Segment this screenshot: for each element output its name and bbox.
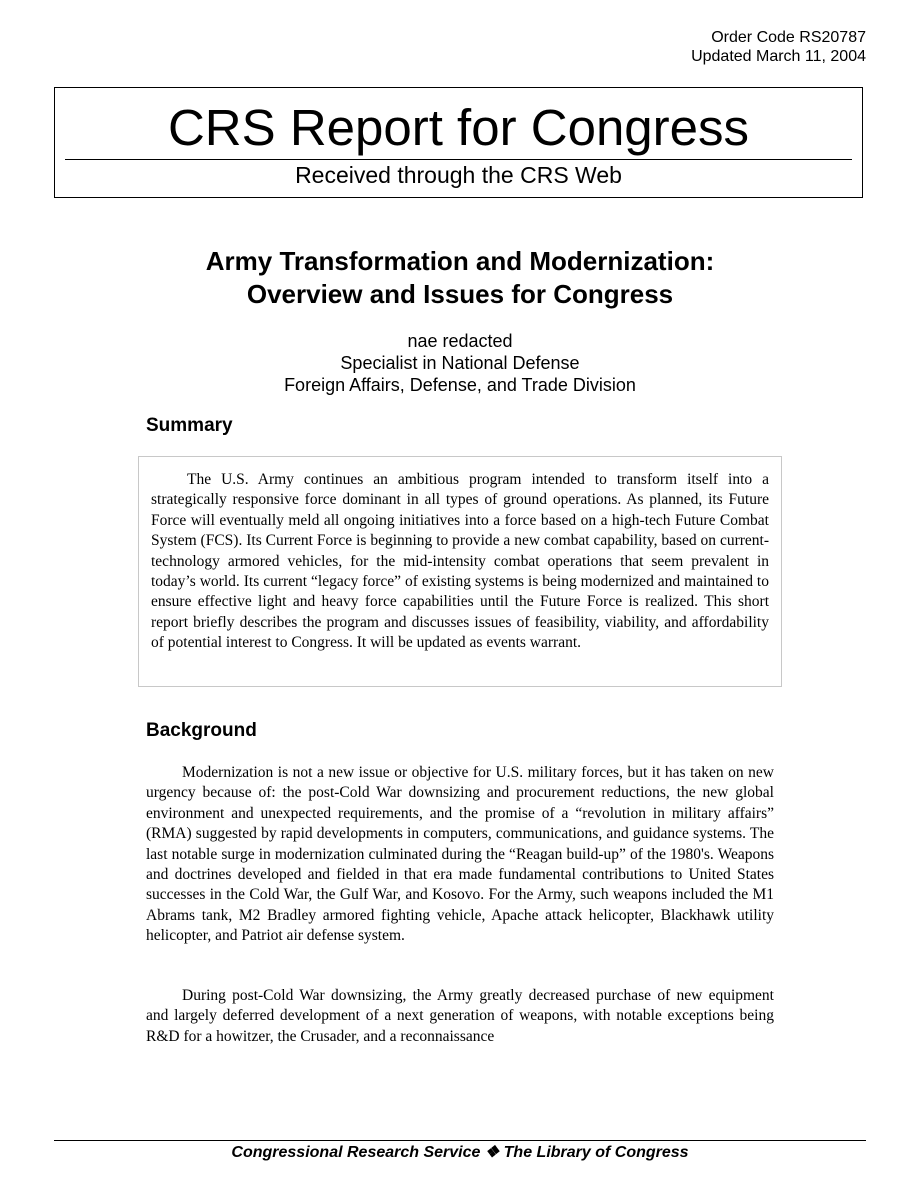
author-block — [60, 330, 860, 396]
author-position: Specialist in National Defense — [340, 353, 580, 373]
summary-heading: Summary — [146, 415, 233, 436]
order-code: Order Code RS20787 — [711, 29, 866, 46]
author-name: nae redacted — [407, 331, 513, 351]
banner-rule — [65, 159, 852, 160]
updated-date: Updated March 11, 2004 — [691, 48, 866, 65]
summary-box — [138, 456, 782, 687]
report-title-line-2: Overview and Issues for Congress — [246, 279, 674, 309]
author-division: Foreign Affairs, Defense, and Trade Division — [284, 375, 636, 395]
report-banner — [54, 87, 863, 198]
background-paragraph-2: During post-Cold War downsizing, the Army greatly decreased purchase of new equipment and largely deferred development of a next generation of weapons, with notable exceptions being R&D for a howitzer, the Crusader, and a reconnaissance — [146, 987, 774, 1045]
banner-title: CRS Report for Congress — [167, 99, 750, 156]
footer-rule — [54, 1140, 866, 1141]
report-title-line-1: Army Transformation and Modernization: — [205, 246, 715, 276]
footer-text: Congressional Research Service ❖ The Library of Congress — [231, 1144, 689, 1161]
order-code-block — [691, 28, 866, 66]
summary-text: The U.S. Army continues an ambitious program intended to transform itself into a strategically responsive force dominant in all types of ground operations. As planned, its Future Force will eventually meld all ongoing initiatives into a force based on a high-tech Future Combat System (FCS). Its Current Force is beginning to provide a new combat capability, based on current-technology armored vehicles, for the mid-intensity combat operations that seem prevalent in today’s world. Its current “legacy force” of existing systems is being modernized and maintained to ensure effective light and heavy force capabilities until the Future Force is realized. This short report briefly describes the program and discusses issues of feasibility, viability, and affordability of potential interest to Congress. It will be updated as events warrant. — [151, 471, 769, 652]
background-heading: Background — [146, 720, 257, 741]
banner-subtitle: Received through the CRS Web — [295, 162, 622, 188]
background-paragraph-1: Modernization is not a new issue or objective for U.S. military forces, but it has taken on new urgency because of: the post-Cold War downsizing and procurement reductions, the new global environment and unexpected requirements, and the promise of a “revolution in military affairs” (RMA) suggested by rapid developments in computers, communications, and guidance systems. The last notable surge in modernization culminated during the “Reagan build-up” of the 1980's. Weapons and doctrines developed and fielded in that era made fundamental contributions to United States successes in the Cold War, the Gulf War, and Kosovo. For the Army, such weapons included the M1 Abrams tank, M2 Bradley armored fighting vehicle, Apache attack helicopter, Blackhawk utility helicopter, and Patriot air defense system. — [146, 764, 774, 945]
report-title — [60, 245, 860, 311]
